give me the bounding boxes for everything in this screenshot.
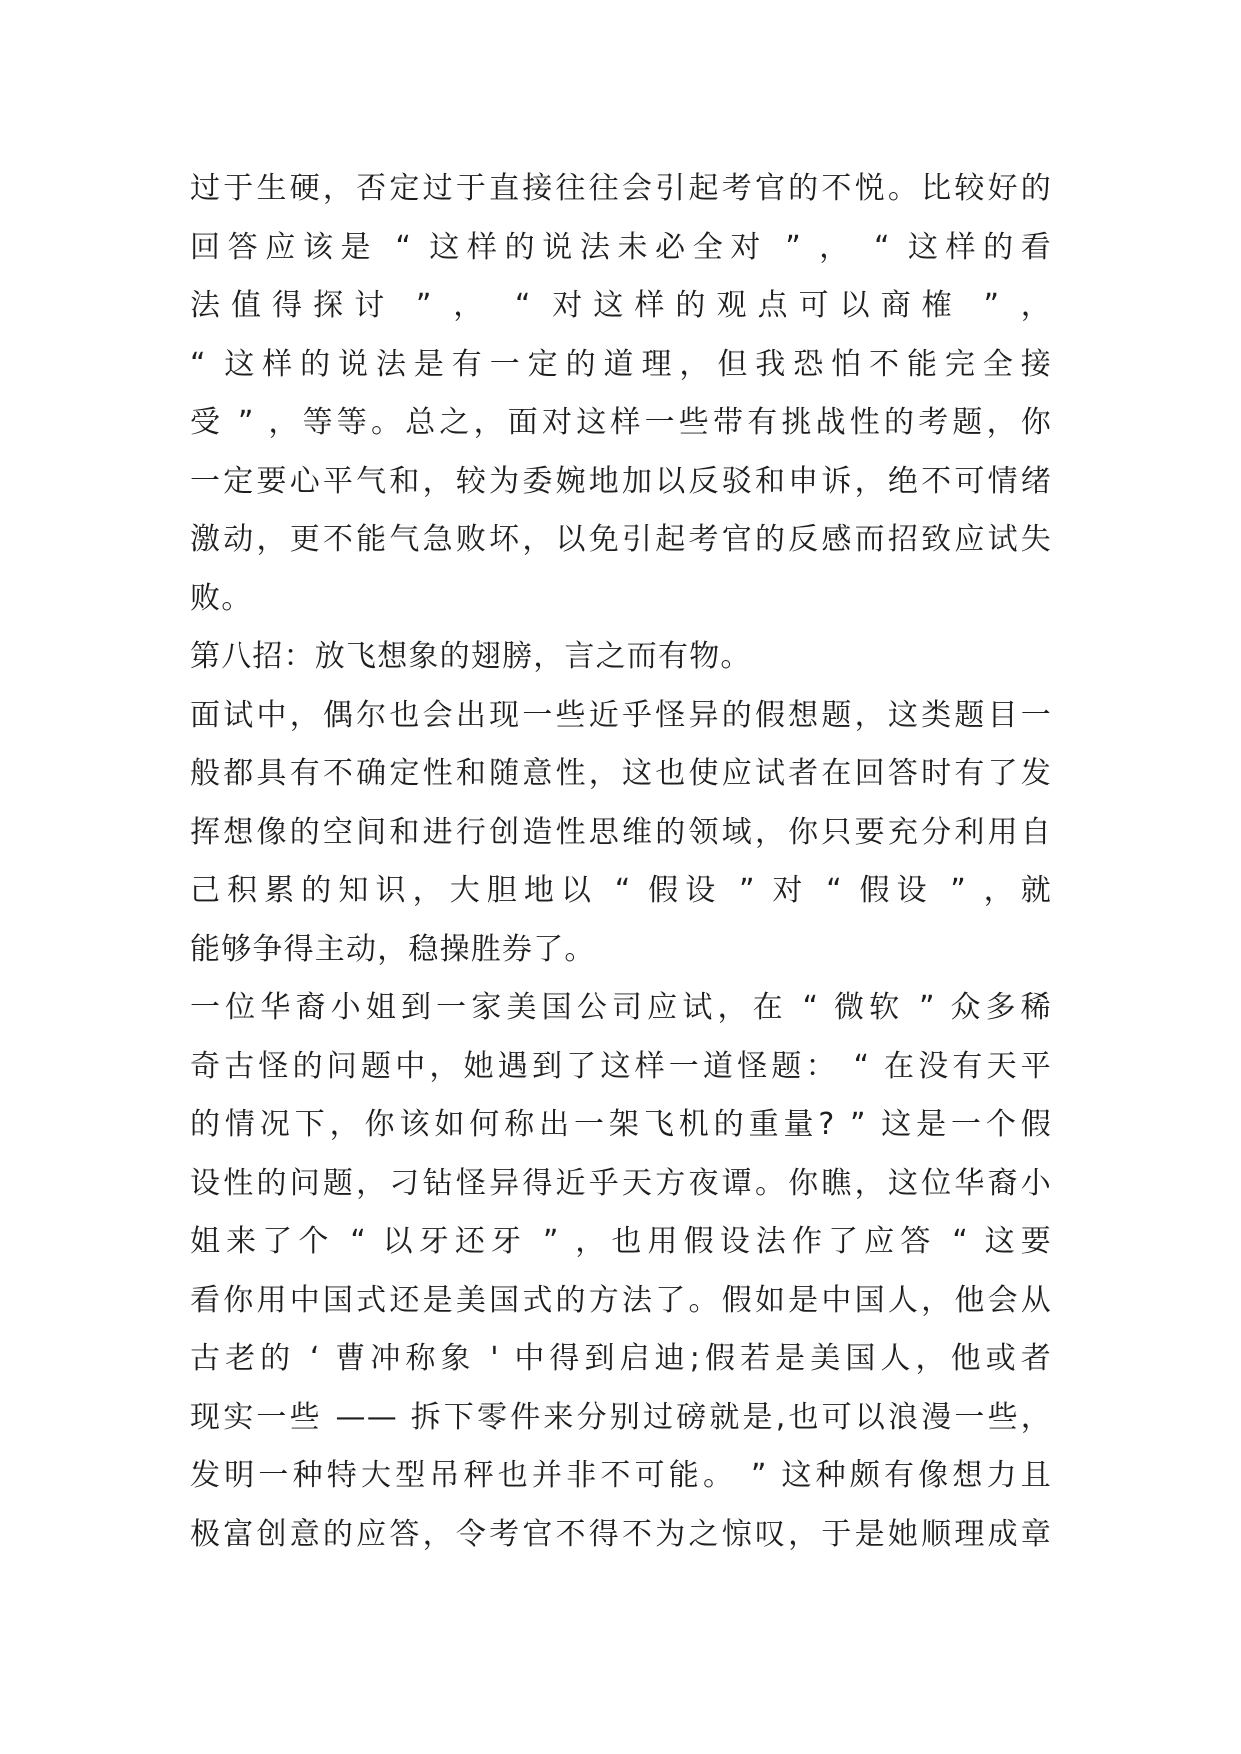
text-line: 面试中，偶尔也会出现一些近乎怪异的假想题，这类题目一 xyxy=(190,697,1052,733)
text-line: 回答应该是 “ 这样的说法未必全对 ” ， “ 这样的看 xyxy=(190,229,1052,265)
text-line: 激动，更不能气急败坏，以免引起考官的反感而招致应试失 xyxy=(190,522,1052,557)
text-line: 一位华裔小姐到一家美国公司应试，在 “ 微软 ” 众多稀 xyxy=(190,990,1052,1025)
text-line: 姐来了个 “ 以牙还牙 ” ，也用假设法作了应答 “ 这要 xyxy=(190,1224,1052,1259)
text-line: 的情况下，你该如何称出一架飞机的重量? ” 这是一个假 xyxy=(190,1107,1052,1142)
text-line: 古老的 ‘ 曹冲称象 ' 中得到启迪;假若是美国人，他或者 xyxy=(190,1341,1052,1376)
text-line: 设性的问题，刁钻怪异得近乎天方夜谭。你瞧，这位华裔小 xyxy=(190,1165,1052,1201)
text-line: “ 这样的说法是有一定的道理，但我恐怕不能完全接 xyxy=(190,346,1052,382)
text-line: 般都具有不确定性和随意性，这也使应试者在回答时有了发 xyxy=(190,756,1052,791)
body-text xyxy=(190,160,1052,1564)
text-line: 受 ” ，等等。总之，面对这样一些带有挑战性的考题，你 xyxy=(190,405,1052,440)
text-line: 过于生硬，否定过于直接往往会引起考官的不悦。比较好的 xyxy=(190,171,1052,206)
text-line: 挥想像的空间和进行创造性思维的领域，你只要充分利用自 xyxy=(190,814,1052,850)
text-line: 奇古怪的问题中，她遇到了这样一道怪题： “ 在没有天平 xyxy=(190,1048,1052,1084)
text-line: 法值得探讨 ” ， “ 对这样的观点可以商榷 ” ， xyxy=(190,288,1052,323)
text-line: 能够争得主动，稳操胜券了。 xyxy=(190,931,596,967)
text-line: 一定要心平气和，较为委婉地加以反驳和申诉，绝不可情绪 xyxy=(190,463,1052,499)
text-line: 败。 xyxy=(190,580,253,616)
text-line: 己积累的知识，大胆地以 “ 假设 ” 对 “ 假设 ” ，就 xyxy=(190,873,1052,908)
section-heading: 第八招：放飞想象的翅膀，言之而有物。 xyxy=(190,639,752,674)
text-line: 现实一些 —— 拆下零件来分别过磅就是,也可以浪漫一些， xyxy=(190,1399,1052,1435)
text-line: 看你用中国式还是美国式的方法了。假如是中国人，他会从 xyxy=(190,1282,1052,1318)
text-line: 发明一种特大型吊秤也并非不可能。 ” 这种颇有像想力且 xyxy=(190,1458,1052,1493)
text-line: 极富创意的应答，令考官不得不为之惊叹，于是她顺理成章 xyxy=(190,1516,1052,1552)
